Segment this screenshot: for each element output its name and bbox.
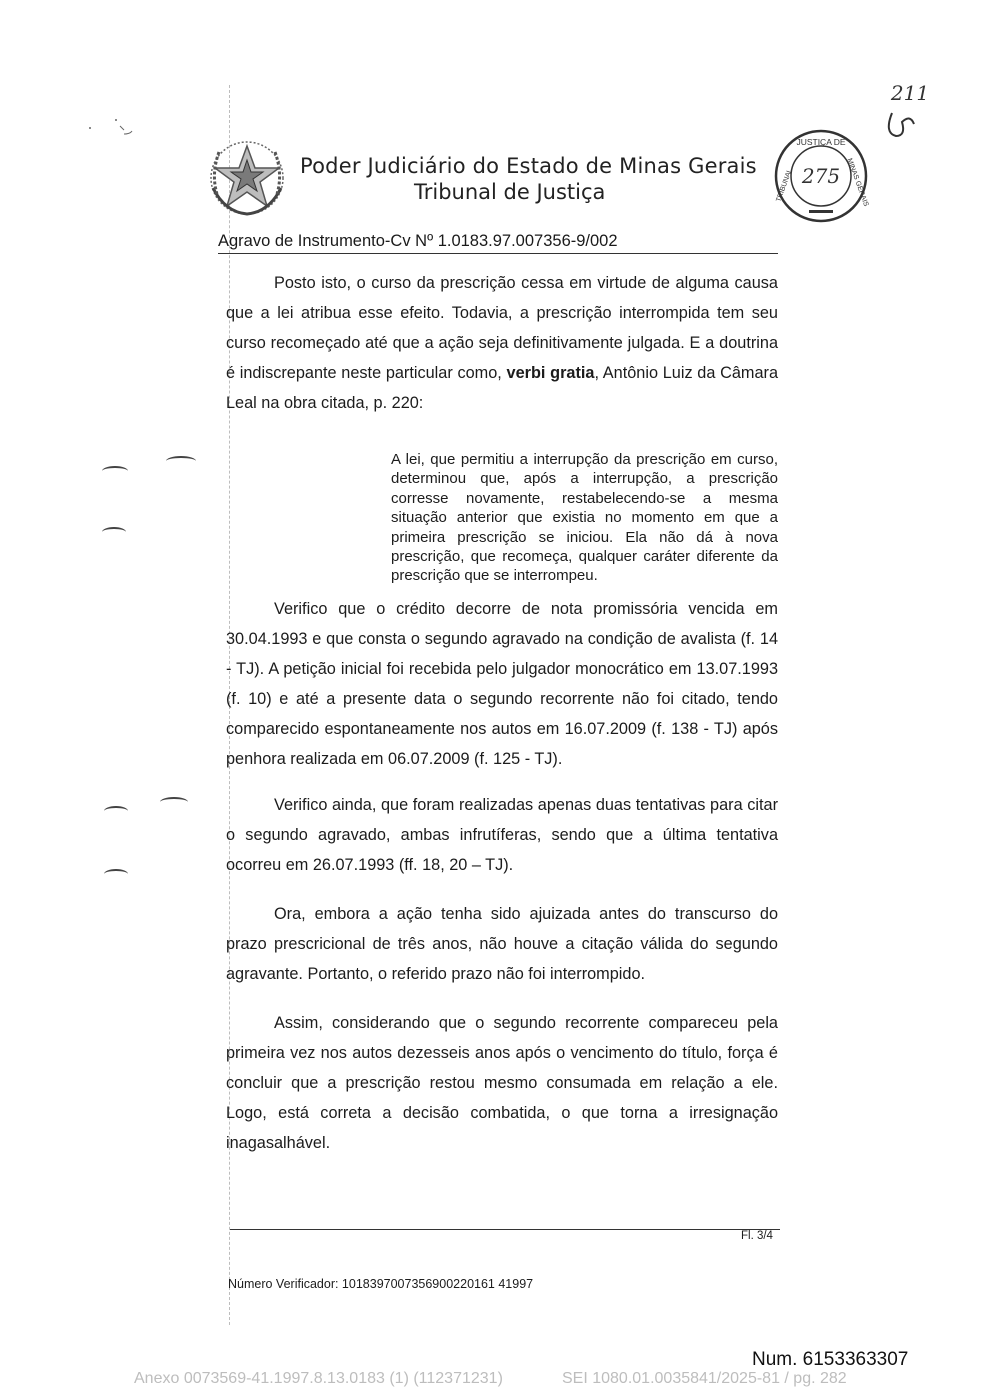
annex-watermark: Anexo 0073569-41.1997.8.13.0183 (1) (112371231) — [134, 1370, 503, 1387]
document-number: Num. 6153363307 — [752, 1349, 909, 1370]
scan-specks — [80, 108, 140, 138]
paragraph-1: Posto isto, o curso da prescrição cessa em virtude de alguma causa que a lei atribua esse efeito. Todavia, a prescrição interrompida tem seu curso recomeçado até que a ação seja definitivamente julgada. E a doutrina é indiscrepante neste particular como, verbi gratia, Antônio Luiz da Câmara Leal na obra citada, p. 220: — [226, 274, 778, 412]
punch-hole-mark — [102, 527, 126, 537]
svg-text:211: 211 — [890, 81, 930, 105]
latin-expression: verbi gratia — [506, 364, 595, 382]
stamp-right-text: MINAS GERAIS — [845, 157, 869, 208]
court-stamp-icon — [773, 128, 869, 224]
paragraph-2: Verifico que o crédito decorre de nota promissória vencida em 30.04.1993 e que consta o segundo agravado na condição de avalista (f. 14 - TJ). A petição inicial foi recebida pelo julgador monocrático em 13.07.1993 (f. 10) e até a presente data o segundo recorrente não foi citado, tendo comparecido espontaneamente nos autos em 16.07.2009 (f. 138 - TJ) após penhora realizada em 06.07.2009 (f. 125 - TJ). — [226, 600, 778, 768]
header-divider — [218, 253, 778, 254]
stamp-top-text: JUSTIÇA DE — [796, 137, 846, 147]
punch-hole-mark — [102, 466, 128, 476]
footer-divider — [230, 1229, 780, 1230]
coat-of-arms-icon — [205, 138, 289, 218]
punch-hole-mark — [104, 869, 128, 879]
verifier-number: Número Verificador: 1018397007356900220161 41997 — [228, 1277, 534, 1291]
page-reference: Fl. 3/4 — [741, 1230, 773, 1242]
paragraph-3: Verifico ainda, que foram realizadas apenas duas tentativas para citar o segundo agravado, ambas infrutíferas, sendo que a última tentativa ocorreu em 26.07.1993 (ff. 18, 20 – TJ). — [226, 796, 778, 874]
punch-hole-mark — [160, 797, 188, 807]
stamp-number: 275 — [801, 164, 841, 188]
paragraph-5: Assim, considerando que o segundo recorrente compareceu pela primeira vez nos autos dezesseis anos após o vencimento do título, força é concluir que a prescrição restou mesmo consumada em relação a ele. Logo, está correta a decisão combatida, o que torna a irresignação inagasalhável. — [226, 1014, 778, 1152]
court-subtitle: Tribunal de Justiça — [414, 180, 606, 204]
punch-hole-mark — [166, 456, 196, 466]
process-title: Agravo de Instrumento-Cv Nº 1.0183.97.007356-9/002 — [218, 232, 618, 250]
handwritten-initials — [880, 78, 940, 140]
sei-watermark: SEI 1080.01.0035841/2025-81 / pg. 282 — [562, 1370, 847, 1387]
court-title: Poder Judiciário do Estado de Minas Gerais — [300, 154, 757, 178]
paragraph-4: Ora, embora a ação tenha sido ajuizada antes do transcurso do prazo prescricional de três anos, não houve a citação válida do segundo agravante. Portanto, o referido prazo não foi interrompido. — [226, 905, 778, 983]
punch-hole-mark — [104, 806, 128, 816]
stamp-left-text: TRIBUNAL — [775, 168, 794, 203]
block-quote: A lei, que permitiu a interrupção da prescrição em curso, determinou que, após a interrupção, a prescrição corresse novamente, restabelecendo-se a mesma situação anterior que existia no momento em que a primeira prescrição se iniciou. Ela não dá à nova prescrição, que recomeça, qualquer caráter diferente da prescrição que se interrompeu. — [391, 451, 778, 585]
